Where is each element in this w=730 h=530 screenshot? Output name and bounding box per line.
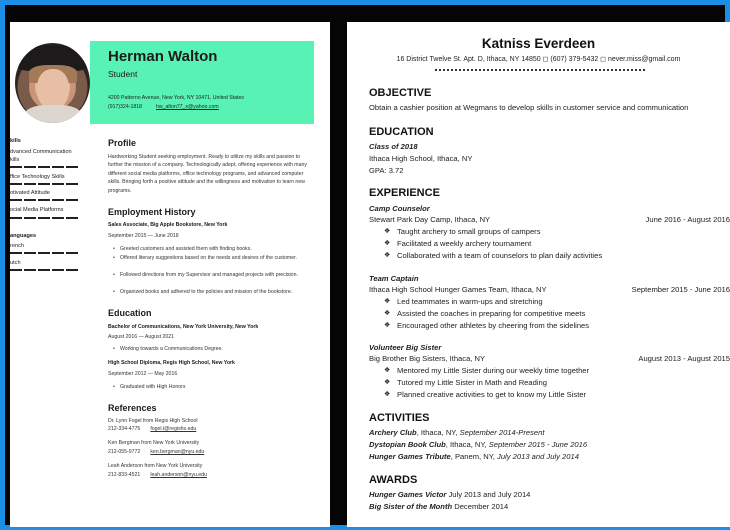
job-bullet: • Greeted customers and assisted them with finding books. (120, 245, 318, 253)
education-class: Class of 2018 (369, 142, 418, 151)
resume-name: Herman Walton (108, 48, 218, 65)
language-level-bar (10, 252, 80, 254)
job-bullet: ❖ Assisted the coaches in preparing for competitive meets (397, 309, 585, 318)
language-item: utch (10, 260, 21, 266)
award-item: Big Sister of the Month December 2014 (369, 502, 509, 511)
activity-item: Dystopian Book Club, Ithaca, NY, September 2015 - June 2016 (369, 440, 588, 449)
address: 4200 Patterno Avenue, New York, NY 10471, United States (108, 95, 244, 101)
education-heading: Education (108, 308, 152, 318)
job-bullet: • Offered literary suggestions based on the needs and desires of the customer. (120, 254, 318, 262)
job-bullet: ❖ Collaborated with a team of counselors to plan daily activities (397, 251, 602, 260)
job-title: Sales Associate, Big Apple Bookstore, New York (108, 222, 228, 228)
job-dates: August 2013 - August 2015 (638, 354, 730, 363)
skill-level-bar (10, 166, 80, 168)
resume-herman-walton (10, 22, 330, 527)
language-level-bar (10, 269, 80, 271)
job-org: Big Brother Big Sisters, Ithaca, NY (369, 354, 486, 363)
profile-heading: Profile (108, 138, 137, 148)
job-dates: September 2015 - June 2016 (631, 285, 730, 294)
profile-photo (15, 43, 90, 123)
reference-name: Leah Anderson from New York University (108, 463, 203, 469)
job-title: Volunteer Big Sister (369, 343, 442, 352)
education-heading: EDUCATION (369, 126, 434, 138)
job-dates: September 2015 — June 2018 (108, 233, 179, 239)
profile-text: Hardworking Student seeking employment. Ready to utilize my skills and passion to further the mission of a company. Technologically adept, offering experience with many different social media platforms, office technology programs, and advanced computer skills. Bringing forth a positive attitude and the willingness and motivation to learn new programs. (108, 154, 307, 194)
degree-dates: August 2016 — August 2021 (108, 334, 175, 340)
job-dates: June 2016 - August 2016 (645, 215, 730, 224)
job-bullet: ❖ Mentored my Little Sister during our weekly time together (397, 366, 589, 375)
references-heading: References (108, 403, 157, 413)
reference-email[interactable]: leah.anderson@nyu.edu (150, 472, 207, 478)
skill-item: kills (10, 157, 20, 163)
reference-name: Dr. Lynn Fogel from Regis High School (108, 418, 198, 424)
education-school: Ithaca High School, Ithaca, NY (369, 154, 473, 163)
objective-heading: OBJECTIVE (369, 87, 432, 99)
languages-heading: anguages (10, 233, 37, 239)
job-title: Camp Counselor (369, 204, 430, 213)
resume-katniss-everdeen (347, 22, 730, 527)
award-item: Hunger Games Victor July 2013 and July 2014 (369, 490, 531, 499)
reference-contact: 212-334-4775 fogel.l@regishs.edu (108, 426, 197, 432)
job-bullet: ❖ Tutored my Little Sister in Math and Reading (397, 378, 547, 387)
skill-item: dvanced Communication (10, 149, 72, 155)
phone: (917)324-1818 (108, 104, 143, 110)
reference-name: Ken Bergman from New York University (108, 440, 200, 446)
degree-bullet: • Graduated with High Honors (120, 383, 318, 391)
resume-role: Student (108, 69, 138, 79)
resume-name: Katniss Everdeen (481, 36, 596, 51)
job-bullet: • Followed directions from my Supervisor and managed projects with precision. (120, 271, 318, 279)
activity-item: Archery Club, Ithaca, NY, September 2014-Present (369, 428, 545, 437)
job-bullet: ❖ Encouraged other athletes by cheering from the sidelines (397, 321, 589, 330)
contact-line: 16 District Twelve St. Apt. D, Ithaca, NY 14850 ◻ (607) 379-5432 ◻ never.miss@gmail.com (396, 56, 681, 63)
objective-text: Obtain a cashier position at Wegmans to develop skills in customer service and communication (369, 103, 689, 112)
degree-dates: September 2012 — May 2016 (108, 371, 178, 377)
job-title: Team Captain (369, 274, 419, 283)
reference-contact: 212-833-4521 leah.anderson@nyu.edu (108, 472, 207, 478)
job-org: Stewart Park Day Camp, Ithaca, NY (369, 215, 491, 224)
skill-item: otivated Attitude (10, 190, 50, 196)
education-gpa: GPA: 3.72 (369, 166, 404, 175)
job-bullet: ❖ Facilitated a weekly archery tournament (397, 239, 531, 248)
activity-item: Hunger Games Tribute, Panem, NY, July 2013 and July 2014 (369, 452, 579, 461)
job-bullet: ❖ Led teammates in warm-ups and stretching (397, 297, 543, 306)
email-link[interactable]: hw_alton77_x@yahoo.com (156, 104, 219, 110)
reference-contact: 212-055-9772 ken.bergman@nyu.edu (108, 449, 205, 455)
skill-level-bar (10, 199, 80, 201)
employment-heading: Employment History (108, 207, 196, 217)
divider (435, 69, 645, 71)
job-bullet: • Organized books and adhered to the policies and mission of the bookstore. (120, 288, 318, 296)
activities-heading: ACTIVITIES (369, 412, 430, 424)
skill-item: ffice Technology Skills (10, 174, 65, 180)
reference-email[interactable]: ken.bergman@nyu.edu (150, 449, 205, 455)
skills-heading: kills (10, 138, 21, 144)
skill-level-bar (10, 217, 80, 219)
skill-item: ocial Media Platforms (10, 207, 64, 213)
reference-email[interactable]: fogel.l@regishs.edu (150, 426, 197, 432)
degree-bullet: • Working towards a Communications Degree. (120, 345, 318, 353)
job-bullet: ❖ Taught archery to small groups of campers (397, 227, 541, 236)
awards-heading: AWARDS (369, 474, 418, 486)
job-bullet: ❖ Planned creative activities to get to know my Little Sister (397, 390, 586, 399)
language-item: rench (10, 243, 24, 249)
experience-heading: EXPERIENCE (369, 187, 440, 199)
degree: High School Diploma, Regis High School, New York (108, 360, 235, 366)
degree: Bachelor of Communications, New York University, New York (108, 324, 259, 330)
job-org: Ithaca High School Hunger Games Team, Ithaca, NY (369, 285, 547, 294)
skill-level-bar (10, 183, 80, 185)
